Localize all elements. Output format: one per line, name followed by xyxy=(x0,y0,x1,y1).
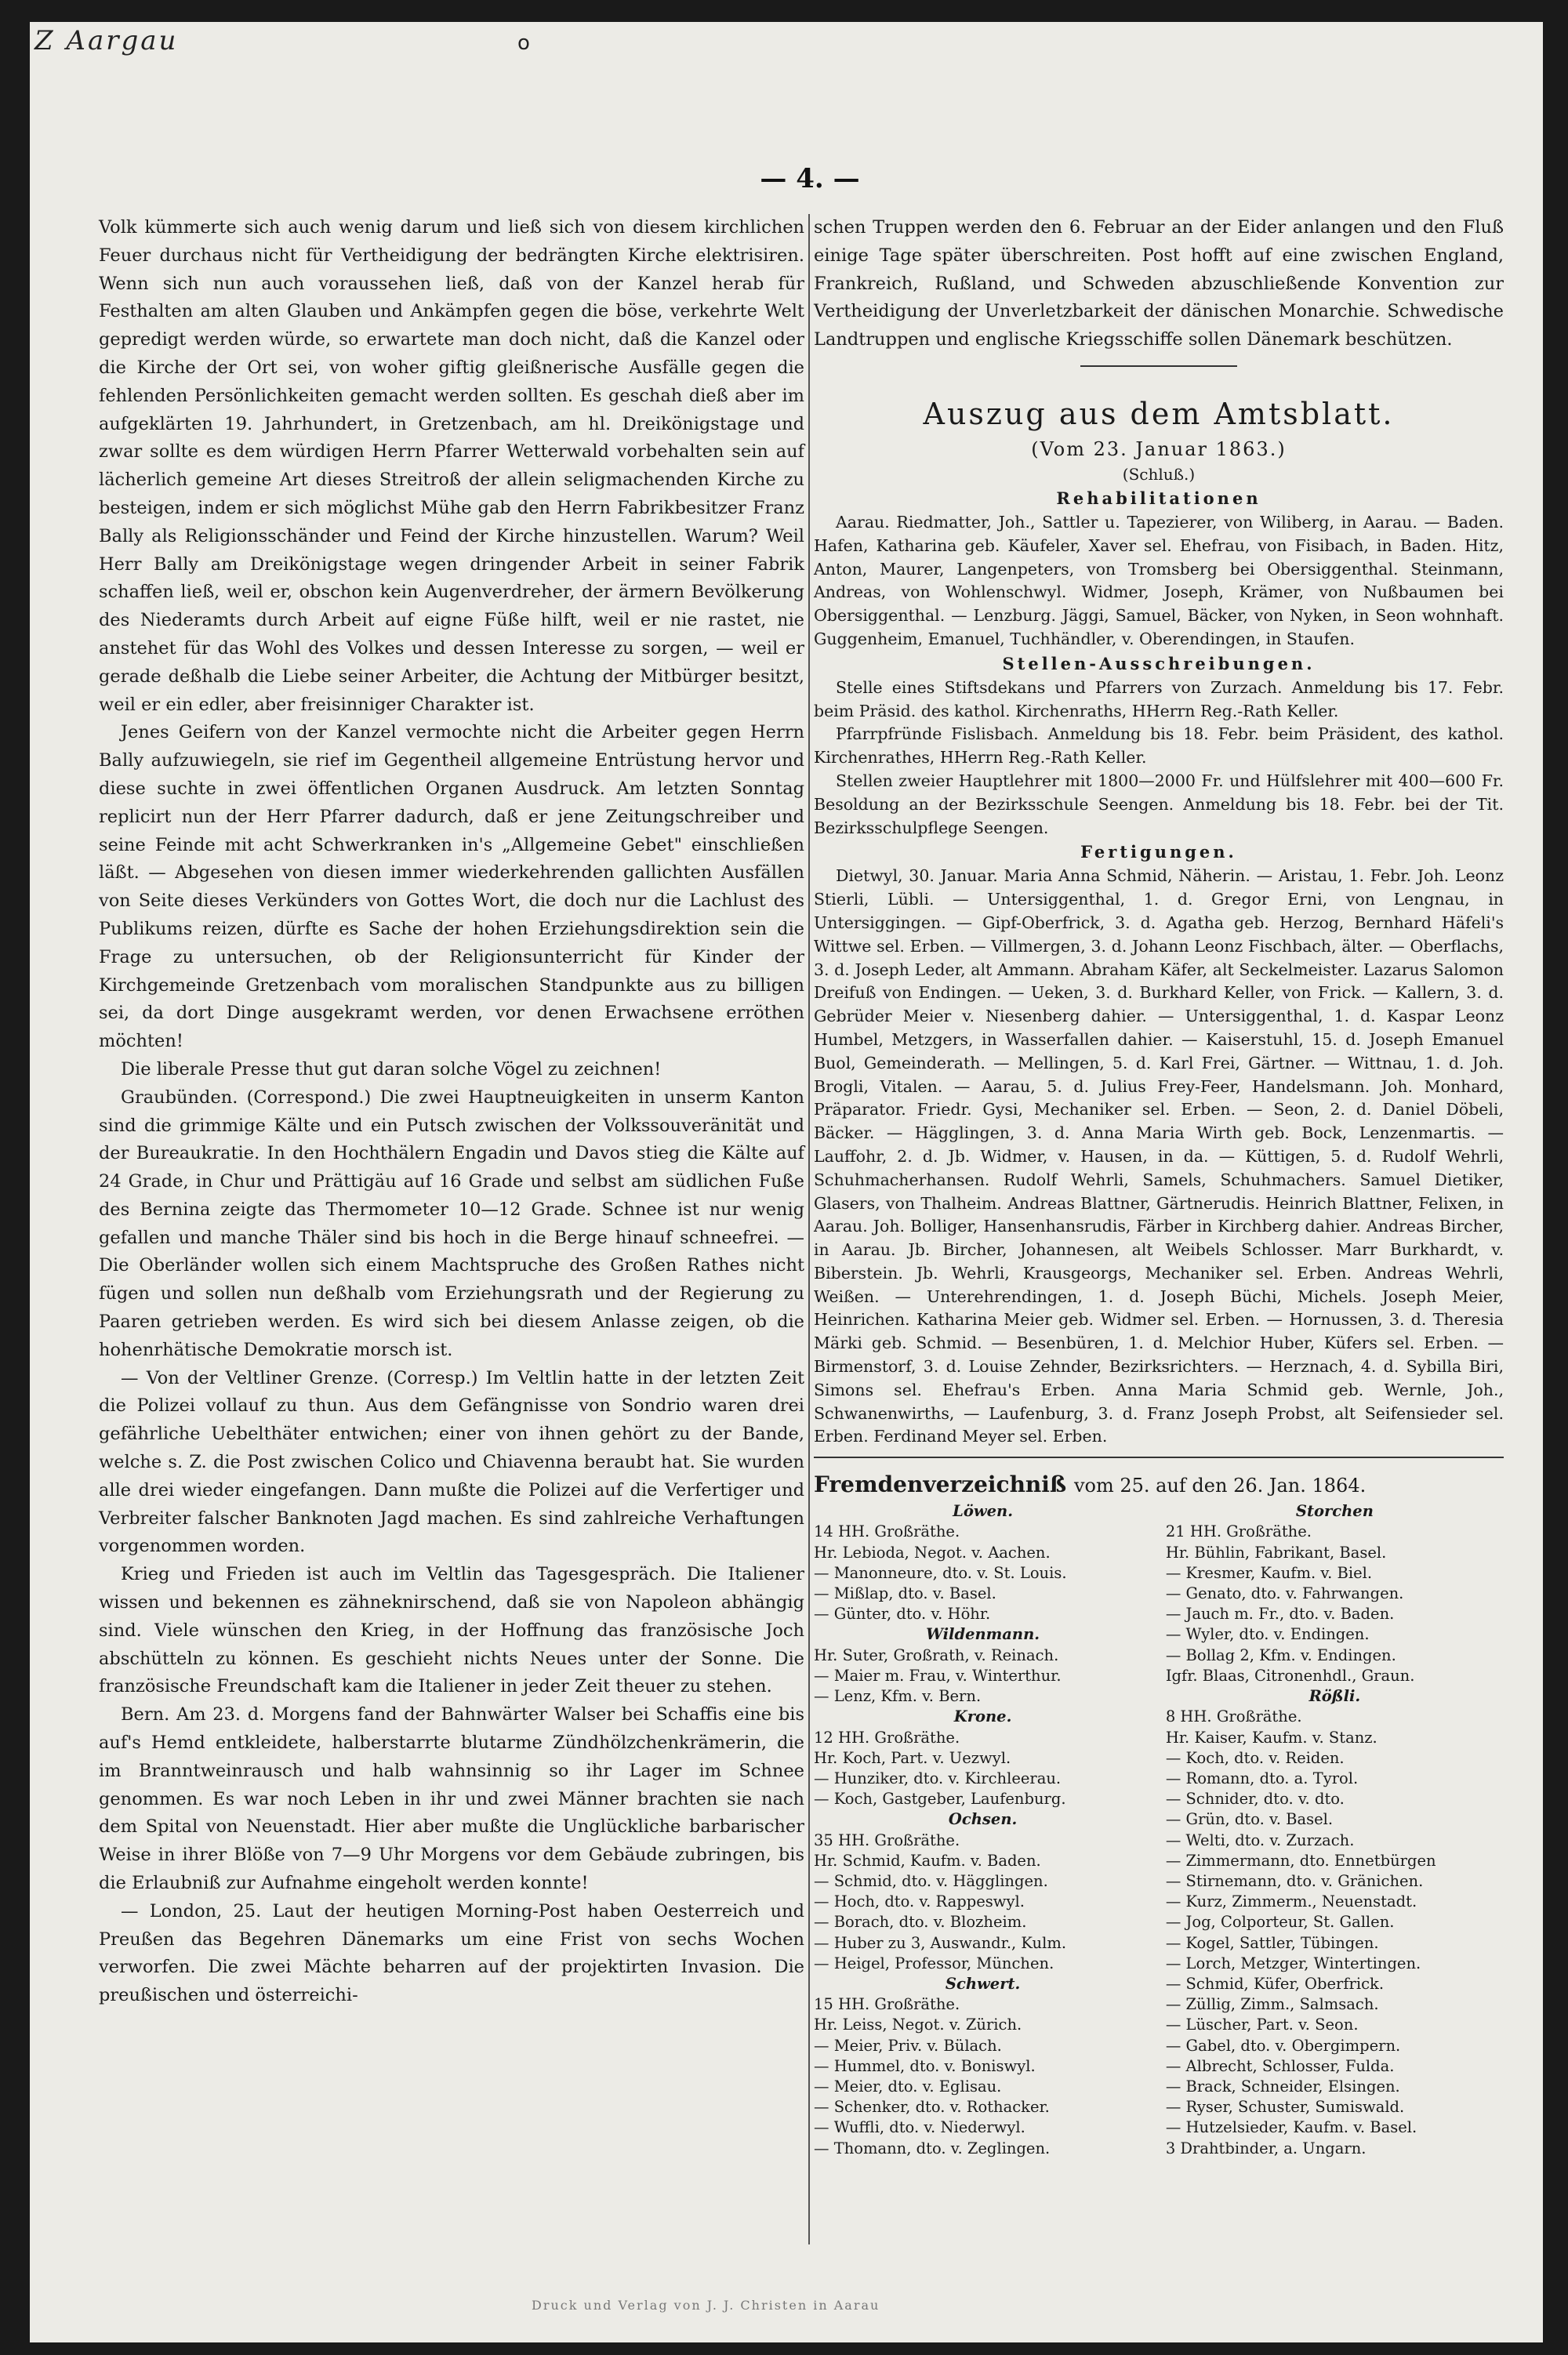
article-paragraph: Graubünden. (Correspond.) Die zwei Hauptneuigkeiten in unserm Kanton sind die grimmige Kälte und ein Putsch zwischen der Volkssouveränität und der Bureaukratie. In den Hochthälern Engadin und Davos stieg die Kälte auf 24 Grade, in Chur und Prättigäu auf 16 Grade und selbst am südlichen Fuße des Bernina zeigte das Thermometer 10—12 Grade. Schnee ist nur wenig gefallen und manche Thäler sind bis hoch in die Berge hinauf schneefrei. — Die Oberländer wollen sich einem Machtspruche des Großen Rathes nicht fügen und sollen nun deßhalb vom Erziehungsrath und der Regierung zu Paaren getrieben werden. Es wird sich bei diesem Anlasse zeigen, ob die hohenrhätische Demokratie morsch ist. xyxy=(99,1087,804,1360)
guest-entry: — Schmid, dto. v. Hägglingen. xyxy=(814,1871,1048,1890)
guest-entry: 21 HH. Großräthe. xyxy=(1165,1522,1312,1541)
guest-entry: — Grün, dto. v. Basel. xyxy=(1165,1810,1334,1829)
fremden-heading xyxy=(814,1469,1504,1501)
guest-entry: — Jog, Colporteur, St. Gallen. xyxy=(1165,1913,1395,1932)
guest-entry: — Huber zu 3, Auswandr., Kulm. xyxy=(814,1933,1067,1952)
column-divider xyxy=(808,214,810,2244)
stellen-item: Stelle eines Stiftsdekans und Pfarrers von Zurzach. Anmeldung bis 17. Febr. beim Präsid. des kathol. Kirchenraths, HHerrn Reg.-Rath Keller. xyxy=(814,677,1504,720)
guest-entry: — Lüscher, Part. v. Seon. xyxy=(1165,2016,1359,2034)
article-paragraph: Jenes Geifern von der Kanzel vermochte nicht die Arbeiter gegen Herrn Bally aufzuwiegeln, sie rief im Gegentheil allgemeine Entrüstung hervor und diese suchte in zwei öffentlichen Organen Ausdruck. Am letzten Sonntag replicirt nun der Herr Pfarrer dadurch, daß er jene Zeitungschreiber und seine Feinde mit acht Schwerkranken in's „Allgemeine Gebet" einschließen läßt. — Abgesehen von diesen immer wiederkehrenden gallichten Ausfällen von Seite dieses Verkünders von Gottes Wort, die doch nur die Lachlust des Publikums reizen, dürfte es Sache der hohen Erziehungsdirektion sein die Frage zu untersuchen, ob der Religionsunterricht für Kinder der Kirchgemeinde Gretzenbach vom moralischen Standpunkte aus zu billigen sei, da dort Dinge ausgekramt werden, vor denen Erwachsene erröthen möchten! xyxy=(99,722,804,1052)
stellen-item: Pfarrpfründe Fislisbach. Anmeldung bis 18. Febr. beim Präsident, des kathol. Kirchenrathes, HHerrn Reg.-Rath Keller. xyxy=(814,724,1504,767)
guest-entry: Hr. Koch, Part. v. Uezwyl. xyxy=(814,1748,1011,1767)
hotel-name: Löwen. xyxy=(953,1502,1014,1521)
guest-entry: — Borach, dto. v. Blozheim. xyxy=(814,1913,1027,1932)
guest-entry: — Wuffli, dto. v. Niederwyl. xyxy=(814,2118,1025,2137)
hotel-name: Krone. xyxy=(953,1707,1012,1726)
guest-entry: — Meier, Priv. v. Bülach. xyxy=(814,2036,1002,2055)
guest-entry: Hr. Suter, Großrath, v. Reinach. xyxy=(814,1646,1059,1664)
guest-entry: — Wyler, dto. v. Endingen. xyxy=(1165,1625,1370,1644)
fertigungen-text: Dietwyl, 30. Januar. Maria Anna Schmid, Näherin. — Aristau, 1. Febr. Joh. Leonz Stierli, Lübli. — Untersiggenthal, 1. d. Gregor Erni, von Lengnau, in Untersiggingen. — Gipf-Oberfrick, 3. d. Agatha geb. Herzog, Bernhard Häfeli's Wittwe sel. Erben. — Villmergen, 3. d. Johann Leonz Fischbach, älter. — Oberflachs, 3. d. Joseph Leder, alt Ammann. Abraham Käfer, alt Seckelmeister. Lazarus Salomon Dreifuß von Endingen. — Ueken, 3. d. Burkhard Keller, von Frick. — Kallern, 3. d. Gebrüder Meier v. Niesenberg dahier. — Untersiggenthal, 1. d. Kaspar Leonz Humbel, Metzgers, in Wasserfallen dahier. — Kaiserstuhl, 15. d. Joseph Emanuel Buol, Gemeinderath. — Mellingen, 5. d. Karl Frei, Gärtner. — Wittnau, 1. d. Joh. Brogli, Vitalen. — Aarau, 5. d. Julius Frey-Feer, Handelsmann. Joh. Monhard, Präparator. Friedr. Gysi, Mechaniker sel. Erben. — Seon, 2. d. Daniel Döbeli, Bäcker. — Hägglingen, 3. d. Anna Maria Wirth geb. Bock, Lenzenmartis. — Lauffohr, 2. d. Jb. Widmer, v. Hausen, in da. — Küttigen, 5. d. Rudolf Wehrli, Schuhmacherhansen. Rudolf Wehrli, Samels, Schuhmachers. Samuel Dietiker, Glasers, von Thalheim. Andreas Blattner, Gärtnerudis. Heinrich Blattner, Felixen, in Aarau. Joh. Bolliger, Hansenhansrudis, Färber in Kirchberg dahier. Andreas Bircher, in Aarau. Jb. Bircher, Johannesen, alt Weibels Schlosser. Marr Burkhardt, v. Biberstein. Jb. Wehrli, Krausgeorgs, Mechaniker sel. Erben. Andreas Wehrli, Weißen. — Unterehrendingen, 1. d. Joseph Büchi, Michels. Joseph Meier, Heinrichen. Katharina Meier geb. Widmer sel. Erben. — Hornussen, 3. d. Theresia Märki geb. Schmid. — Besenbüren, 1. d. Melchior Huber, Küfers sel. Erben. — Birmenstorf, 3. d. Louise Zehnder, Bezirksrichters. — Herznach, 4. d. Sybilla Biri, Simons sel. Ehefrau's Erben. Anna Maria Schmid geb. Wernle, Joh., Schwanenwirths, — Laufenburg, 3. d. Franz Joseph Probst, alt Seifensieder sel. Erben. Ferdinand Meyer sel. Erben. xyxy=(814,866,1504,1446)
guest-entry: — Hunziker, dto. v. Kirchleerau. xyxy=(814,1769,1062,1787)
guest-entry: — Jauch m. Fr., dto. v. Baden. xyxy=(1165,1605,1395,1624)
guest-entry: — Mißlap, dto. v. Basel. xyxy=(814,1584,996,1603)
guest-entry: — Schenker, dto. v. Rothacker. xyxy=(814,2098,1050,2117)
margin-mark: o xyxy=(517,31,530,55)
guest-entry: — Maier m. Frau, v. Winterthur. xyxy=(814,1666,1062,1685)
guest-entry: — Heigel, Professor, München. xyxy=(814,1954,1054,1972)
stellen-list xyxy=(814,677,1504,840)
newspaper-page xyxy=(30,22,1543,2342)
guest-entry: — Lorch, Metzger, Wintertingen. xyxy=(1165,1954,1421,1972)
guest-entry: Igfr. Blaas, Citronenhdl., Graun. xyxy=(1165,1666,1415,1685)
guest-entry: — Schnider, dto. v. dto. xyxy=(1165,1790,1345,1809)
guest-entry: 8 HH. Großräthe. xyxy=(1165,1707,1302,1726)
hotel-name: Storchen xyxy=(1295,1502,1374,1521)
guest-entry: Hr. Schmid, Kaufm. v. Baden. xyxy=(814,1851,1041,1870)
rehab-text: Aarau. Riedmatter, Joh., Sattler u. Tapezierer, von Wiliberg, in Aarau. — Baden. Hafen, Katharina geb. Käufeler, Xaver sel. Ehefrau, von Fisibach, in Baden. Hitz, Anton, Maurer, Langenpeters, von Tromsberg bei Obersiggenthal. Steinmann, Andreas, von Wohlenschwyl. Widmer, Joseph, Krämer, von Nußbaumen bei Obersiggenthal. — Lenzburg. Jäggi, Samuel, Bäcker, von Nyken, in Seon wohnhaft. Guggenheim, Emanuel, Tuchhändler, v. Oberendingen, in Staufen. xyxy=(814,512,1504,648)
guest-entry: — Kogel, Sattler, Tübingen. xyxy=(1165,1933,1379,1952)
guest-entry: — Ryser, Schuster, Sumiswald. xyxy=(1165,2098,1405,2117)
guest-entry: Hr. Kaiser, Kaufm. v. Stanz. xyxy=(1165,1728,1377,1747)
fremden-right-list xyxy=(1166,1501,1504,2159)
fremden-table xyxy=(814,1501,1504,2159)
amtsblatt-date: (Vom 23. Januar 1863.) xyxy=(1031,437,1287,460)
hotel-name: Rößli. xyxy=(1308,1687,1361,1706)
guest-entry: — Brack, Schneider, Elsingen. xyxy=(1165,2077,1400,2096)
guest-entry: — Kurz, Zimmerm., Neuenstadt. xyxy=(1165,1892,1417,1911)
stellen-item: Stellen zweier Hauptlehrer mit 1800—2000 Fr. und Hülfslehrer mit 400—600 Fr. Besoldung an der Bezirksschule Seengen. Anmeldung bis 18. Febr. bei der Tit. Bezirksschulpflege Seengen. xyxy=(814,771,1504,837)
fertigungen-heading: Fertigungen. xyxy=(1080,842,1237,862)
amtsblatt-title: Auszug aus dem Amtsblatt. xyxy=(923,396,1395,431)
guest-entry: — Hoch, dto. v. Rappeswyl. xyxy=(814,1892,1025,1911)
guest-entry: — Hutzelsieder, Kaufm. v. Basel. xyxy=(1165,2118,1417,2137)
page-number: — 4. — xyxy=(760,163,860,194)
guest-entry: — Schmid, Küfer, Oberfrick. xyxy=(1165,1974,1385,1993)
guest-entry: — Meier, dto. v. Eglisau. xyxy=(814,2077,1002,2096)
right-column xyxy=(814,214,1504,2268)
guest-entry: — Romann, dto. a. Tyrol. xyxy=(1165,1769,1359,1787)
stellen-heading: Stellen-Ausschreibungen. xyxy=(1002,653,1316,673)
guest-entry: — Manonneure, dto. v. St. Louis. xyxy=(814,1563,1067,1582)
article-paragraph: — London, 25. Laut der heutigen Morning-Post haben Oesterreich und Preußen das Begehren Dänemarks um eine Frist von sechs Wochen verworfen. Die zwei Mächte beharren auf der projektirten Invasion. Die preußischen und österreichi- xyxy=(99,1900,804,2006)
guest-entry: — Genato, dto. v. Fahrwangen. xyxy=(1165,1584,1404,1603)
guest-entry: — Züllig, Zimm., Salmsach. xyxy=(1165,1995,1379,2014)
hotel-name: Wildenmann. xyxy=(926,1625,1040,1644)
guest-entry: — Albrecht, Schlosser, Fulda. xyxy=(1165,2056,1395,2075)
guest-entry: 35 HH. Großräthe. xyxy=(814,1831,960,1849)
printer-line: Druck und Verlag von J. J. Christen in Aarau xyxy=(532,2298,880,2313)
guest-entry: Hr. Bühlin, Fabrikant, Basel. xyxy=(1165,1543,1387,1562)
guest-entry: 15 HH. Großräthe. xyxy=(814,1995,960,2014)
guest-entry: — Thomann, dto. v. Zeglingen. xyxy=(814,2139,1051,2157)
handwritten-note: Z Aargau xyxy=(34,25,179,56)
guest-entry: Hr. Leiss, Negot. v. Zürich. xyxy=(814,2016,1022,2034)
article-paragraph: — Von der Veltliner Grenze. (Corresp.) Im Veltlin hatte in der letzten Zeit die Polizei vollauf zu thun. Aus dem Gefängnisse von Sondrio waren drei gefährliche Uebelthäter entwichen; einer von ihnen gehört zu der Bande, welche s. Z. die Post zwischen Colico und Chiavenna beraubt hat. Sie wurden alle drei wieder eingefangen. Dann mußte die Polizei auf die Verfertiger und Verbreiter falscher Banknoten Jagd machen. Es sind zahlreiche Verhaftungen vorgenommen worden. xyxy=(99,1367,804,1557)
section-divider xyxy=(814,1457,1504,1458)
fremden-left-list xyxy=(814,1501,1152,2159)
guest-entry: — Koch, Gastgeber, Laufenburg. xyxy=(814,1790,1066,1809)
rehab-heading: Rehabilitationen xyxy=(1056,488,1261,508)
article-paragraph: Krieg und Frieden ist auch im Veltlin das Tagesgespräch. Die Italiener wissen und bekennen es zähneknirschend, daß sie von Napoleon abhängig sind. Viele wünschen den Krieg, in der Hoffnung das französische Joch abschütteln zu können. Es geschieht nichts Neues unter der Sonne. Die französische Freundschaft kam die Italiener in jeder Zeit theuer zu stehen. xyxy=(99,1564,804,1697)
section-divider xyxy=(1080,365,1237,367)
guest-entry: — Gabel, dto. v. Obergimpern. xyxy=(1165,2036,1401,2055)
guest-entry: — Stirnemann, dto. v. Gränichen. xyxy=(1165,1871,1424,1890)
guest-entry: — Günter, dto. v. Höhr. xyxy=(814,1605,991,1624)
guest-entry: — Zimmermann, dto. Ennetbürgen xyxy=(1165,1851,1436,1870)
fremden-date: vom 25. auf den 26. Jan. 1864. xyxy=(1073,1475,1367,1497)
guest-entry: — Kresmer, Kaufm. v. Biel. xyxy=(1165,1563,1373,1582)
fremden-title: Fremdenverzeichniß xyxy=(814,1471,1067,1498)
article-paragraph: Bern. Am 23. d. Morgens fand der Bahnwärter Walser bei Schaffis eine bis auf's Hemd entkleidete, halberstarrte blutarme Zündhölzchenkrämerin, die im Branntweinrausch und halb wahnsinnig so ihr Lager im Schnee genommen. Es war noch Leben in ihr und zwei Männer brachten sie nach dem Spital von Neuenstadt. Hier aber mußte die Unglückliche barbarischer Weise in ihrer Blöße von 7—9 Uhr Morgens vor dem Gebäude zubringen, bis die Erlaubniß zur Aufnahme eingeholt werden konnte! xyxy=(99,1704,804,1894)
news-continuation: schen Truppen werden den 6. Februar an der Eider anlangen und den Fluß einige Tage später überschreiten. Post hofft auf eine zwischen England, Frankreich, Rußland, und Schweden abzuschließende Konvention zur Vertheidigung der Unverletzbarkeit der dänischen Monarchie. Schwedische Landtruppen und englische Kriegsschiffe sollen Dänemark beschützen. xyxy=(814,217,1504,350)
article-paragraph: Die liberale Presse thut gut daran solche Vögel zu zeichnen! xyxy=(121,1058,662,1080)
guest-entry: — Lenz, Kfm. v. Bern. xyxy=(814,1687,982,1706)
guest-entry: — Hummel, dto. v. Boniswyl. xyxy=(814,2056,1036,2075)
hotel-name: Ochsen. xyxy=(948,1810,1018,1829)
guest-entry: 14 HH. Großräthe. xyxy=(814,1522,960,1541)
guest-entry: 3 Drahtbinder, a. Ungarn. xyxy=(1165,2139,1367,2157)
left-column xyxy=(99,214,804,2268)
hotel-name: Schwert. xyxy=(945,1974,1021,1993)
guest-entry: 12 HH. Großräthe. xyxy=(814,1728,960,1747)
amtsblatt-note: (Schluß.) xyxy=(1122,464,1196,484)
guest-entry: — Bollag 2, Kfm. v. Endingen. xyxy=(1165,1646,1396,1664)
guest-entry: Hr. Lebioda, Negot. v. Aachen. xyxy=(814,1543,1051,1562)
guest-entry: — Welti, dto. v. Zurzach. xyxy=(1165,1831,1355,1849)
article-paragraph: Volk kümmerte sich auch wenig darum und ließ sich von diesem kirchlichen Feuer durchaus nicht für Vertheidigung der bedrängten Kirche elektrisiren. Wenn sich nun auch voraussehen ließ, daß von der Kanzel herab für Festhalten am alten Glauben und Ankämpfen gegen die böse, verkehrte Welt gepredigt werden würde, so erwartete man doch nicht, daß die Kanzel oder die Kirche der Ort sei, von woher giftig gleißnerische Ausfälle gegen die fehlenden Persönlichkeiten gemacht werden sollten. Es geschah dieß aber im aufgeklärten 19. Jahrhundert, in Gretzenbach, am hl. Dreikönigstage und zwar sollte es dem würdigen Herrn Pfarrer Wetterwald vorbehalten sein auf lächerlich gemeine Art dieses Streitroß der allein seligmachenden Kirche zu besteigen, indem er sich möglichst Mühe gab den Herrn Fabrikbesitzer Franz Bally als Religionsschänder und Feind der Kirche hinzustellen. Warum? Weil Herr Bally am Dreikönigstage wegen dringender Arbeit in seiner Fabrik schaffen ließ, weil er, obschon kein Augenverdreher, der ärmern Bevölkerung des Niederamts durch Arbeit auf eigne Füße hilft, weil er nie rastet, nie anstehet für das Wohl des Volkes und dessen Interesse zu sorgen, — weil er gerade deßhalb die Liebe seiner Arbeiter, die Achtung der Mitbürger besitzt, weil er ein edler, aber freisinniger Charakter ist. xyxy=(99,217,804,715)
guest-entry: — Koch, dto. v. Reiden. xyxy=(1165,1748,1345,1767)
